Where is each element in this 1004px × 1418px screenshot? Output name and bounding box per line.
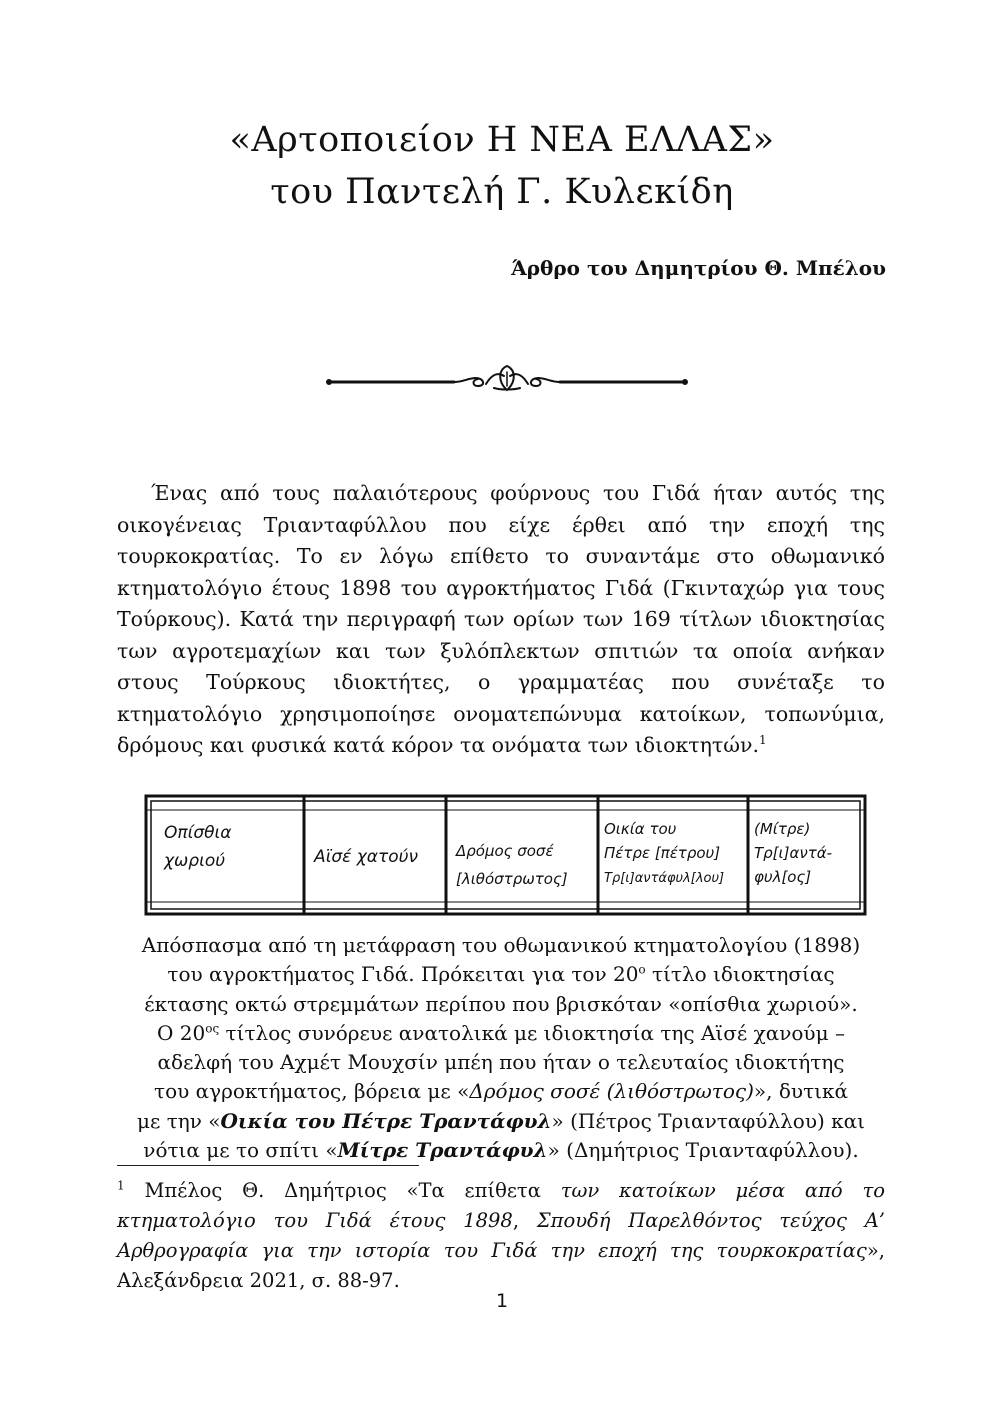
footnote-text-a: Μπέλος Θ. Δημήτριος «Τα επίθετα <box>124 1179 561 1202</box>
footnote-text-b: , <box>512 1209 537 1232</box>
title-line-2: του Παντελή Γ. Κυλεκίδη <box>270 172 734 212</box>
manuscript-cell-5-line-1: (Μίτρε) <box>754 820 811 838</box>
manuscript-excerpt-image <box>144 794 867 916</box>
manuscript-cell-3-line-2: [λιθόστρωτος] <box>456 870 568 888</box>
caption-line-4a: Ο 20 <box>157 1020 206 1045</box>
caption-ordinal-2: ος <box>205 1021 220 1036</box>
title-line-1: «Αρτοποιείον Η ΝΕΑ ΕΛΛΑΣ» <box>229 120 775 160</box>
body-paragraph <box>117 478 885 762</box>
footnote-reference: 1 <box>758 733 767 748</box>
caption-line-1: Απόσπασμα από τη μετάφραση του οθωμανικού κτηματολογίου (1898) <box>141 933 861 957</box>
footnote <box>117 1176 885 1296</box>
page-number: 1 <box>495 1290 509 1312</box>
manuscript-cell-4-line-3: Τρ[ι]αντάφυλ[λου] <box>604 871 725 886</box>
footnote-number: 1 <box>117 1178 125 1193</box>
footnote-text-c: », Αλεξάνδρεια 2021, σ. 88-97. <box>117 1239 885 1292</box>
caption-line-6b: », δυτικά <box>753 1079 848 1104</box>
caption-line-7-bold-italic: Οικία του Πέτρε Τραντάφυλ <box>220 1108 552 1133</box>
manuscript-cell-5-line-3: φυλ[ος] <box>754 868 812 886</box>
caption-line-2a: του αγροκτήματος Γιδά. Πρόκειται για τον 20 <box>167 962 639 987</box>
byline: Άρθρο του Δημητρίου Θ. Μπέλου <box>511 256 886 280</box>
flourish-divider-icon <box>326 360 688 404</box>
manuscript-cell-3-line-1: Δρόμος σοσέ <box>456 842 554 860</box>
manuscript-cell-1-line-1: Οπίσθια <box>164 823 232 843</box>
caption-ordinal-1: ο <box>638 962 646 977</box>
manuscript-cell-5-line-2: Τρ[ι]αντά- <box>754 844 833 862</box>
caption-line-7b: » (Πέτρος Τριανταφύλλου) και <box>551 1108 866 1133</box>
caption-line-8-bold-italic: Μίτρε Τραντάφυλ <box>337 1138 548 1163</box>
manuscript-cell-4-line-1: Οικία του <box>604 820 677 838</box>
footnote-divider <box>117 1165 419 1166</box>
caption-line-8a: νότια με το σπίτι « <box>143 1138 338 1163</box>
caption-line-6a: του αγροκτήματος, βόρεια με « <box>154 1079 470 1104</box>
caption-line-5: αδελφή του Αχμέτ Μουχσίν μπέη που ήταν ο τελευταίος ιδιοκτήτης <box>157 1050 845 1075</box>
footnote-italic-2: Σπουδή Παρελθόντος τεύχος Α’ Αρθρογραφία για την ιστορία του Γιδά την εποχή της τουρκοκρατίας <box>117 1209 885 1262</box>
manuscript-cell-2-line-1: Αϊσέ χατούν <box>314 847 418 867</box>
caption-line-7a: με την « <box>136 1108 221 1133</box>
paragraph-text: Ένας από τους παλαιότερους φούρνους του Γιδά ήταν αυτός της οικογένειας Τριανταφύλλου που είχε έρθει από την εποχή της τουρκοκρατίας. Το εν λόγω επίθετο το συναντάμε στο οθωμανικό κτηματολόγιο έτους 1898 του αγροκτήματος Γιδά (Γκινταχώρ για τους Τούρκους). Κατά την περιγραφή των ορίων των 169 τίτλων ιδιοκτησίας των αγροτεμαχίων και των ξυλόπλεκτων σπιτιών τα οποία ανήκαν στους Τούρκους ιδιοκτήτες, ο γραμματέας που συνέταξε το κτηματολόγιο χρησιμοποίησε ονοματεπώνυμα κατοίκων, τοπωνύμια, δρόμους και φυσικά κατά κόρον τα ονόματα των ιδιοκτητών. <box>117 481 885 757</box>
manuscript-cell-4-line-2: Πέτρε [πέτρου] <box>604 844 721 862</box>
image-caption <box>117 931 885 1165</box>
footnote-italic-1: των κατοίκων μέσα από το κτηματολόγιο του Γιδά έτους 1898 <box>117 1179 885 1232</box>
caption-line-6-italic: Δρόμος σοσέ (λιθόστρωτος) <box>469 1079 754 1104</box>
caption-line-4b: τίτλος συνόρευε ανατολικά με ιδιοκτησία της Αϊσέ χανούμ – <box>219 1020 845 1045</box>
caption-line-8b: » (Δημήτριος Τριανταφύλλου). <box>547 1138 859 1163</box>
manuscript-cell-1-line-2: χωριού <box>164 851 226 871</box>
caption-line-2b: τίτλο ιδιοκτησίας <box>645 962 835 987</box>
caption-line-3: έκτασης οκτώ στρεμμάτων περίπου που βρισκόταν «οπίσθια χωριού». <box>144 991 858 1016</box>
